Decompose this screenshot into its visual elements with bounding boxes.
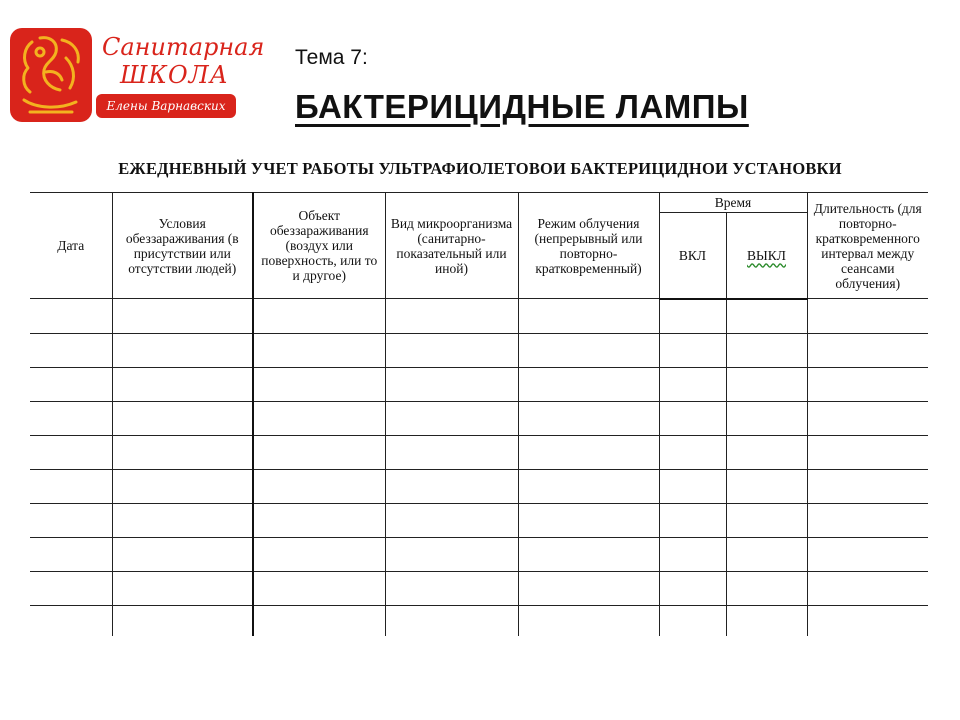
log-cell [726,435,807,469]
log-cell [659,367,726,401]
log-cell [112,299,253,334]
log-row [30,299,928,334]
log-cell [30,503,112,537]
log-cell [518,469,659,503]
log-row [30,605,928,636]
log-cell [807,605,928,636]
log-row [30,571,928,605]
log-cell [518,503,659,537]
log-cell [30,605,112,636]
col-header-microorganism: Вид микроорганизма (санитарно-показательный или иной) [385,193,518,299]
log-cell [659,401,726,435]
log-cell [726,299,807,334]
log-row [30,435,928,469]
log-cell [807,537,928,571]
log-cell [30,401,112,435]
log-cell [518,537,659,571]
log-cell [253,367,385,401]
log-cell [807,299,928,334]
log-cell [726,469,807,503]
log-cell [659,333,726,367]
log-cell [807,333,928,367]
log-cell [659,299,726,334]
log-cell [726,571,807,605]
log-cell [659,435,726,469]
log-cell [385,537,518,571]
log-cell [385,401,518,435]
log-cell [112,401,253,435]
page-title: БАКТЕРИЦИДНЫЕ ЛАМПЫ [295,88,749,125]
log-cell [385,605,518,636]
log-row [30,469,928,503]
log-cell [385,503,518,537]
uv-log-table [30,192,928,636]
log-cell [30,537,112,571]
topic-label: Тема 7: [295,46,368,69]
logo-text-line1: Санитарная [102,33,265,61]
log-cell [30,367,112,401]
log-cell [112,537,253,571]
log-cell [112,435,253,469]
log-cell [253,469,385,503]
log-cell [518,333,659,367]
log-cell [659,605,726,636]
log-cell [659,503,726,537]
log-cell [518,299,659,334]
log-cell [385,435,518,469]
log-cell [807,469,928,503]
log-cell [807,571,928,605]
col-header-time-off [726,213,807,299]
logo-author-band: Елены Варнавских [96,94,236,118]
col-header-duration: Длительность (для повторно-кратковременного интервал между сеансами облучения) [807,193,928,299]
log-cell [30,435,112,469]
log-cell [30,469,112,503]
col-header-object: Объект обеззараживания (воздух или поверхность, или то и другое) [253,193,385,299]
col-header-mode: Режим облучения (непрерывный или повторно-кратковременный) [518,193,659,299]
log-cell [518,605,659,636]
logo-text-line2: ШКОЛА [120,61,229,89]
log-cell [726,503,807,537]
log-row [30,367,928,401]
log-cell [518,367,659,401]
log-cell [253,435,385,469]
log-cell [726,537,807,571]
log-cell [385,571,518,605]
log-cell [659,469,726,503]
log-cell [253,333,385,367]
log-cell [112,503,253,537]
log-cell [385,367,518,401]
col-header-time-on: ВКЛ [659,213,726,299]
col-header-time: Время [659,193,807,213]
log-row [30,503,928,537]
log-row [30,537,928,571]
log-cell [518,571,659,605]
log-cell [726,401,807,435]
log-cell [253,537,385,571]
log-cell [253,605,385,636]
log-cell [253,401,385,435]
log-cell [253,571,385,605]
log-cell [726,605,807,636]
log-cell [385,469,518,503]
log-cell [659,537,726,571]
log-cell [253,299,385,334]
logo-emblem [10,28,92,122]
col-header-conditions: Условия обеззараживания (в присутствии или отсутствии людей) [112,193,253,299]
log-cell [385,333,518,367]
log-cell [385,299,518,334]
log-row [30,401,928,435]
journal-heading: ЕЖЕДНЕВНЫЙ УЧЕТ РАБОТЫ УЛЬТРАФИОЛЕТОВОИ БАКТЕРИЦИДНОИ УСТАНОВКИ [118,159,842,178]
log-cell [253,503,385,537]
log-cell [30,299,112,334]
log-cell [518,401,659,435]
log-cell [112,605,253,636]
col-header-time-off-text: ВЫКЛ [747,247,786,263]
log-cell [726,333,807,367]
log-cell [30,333,112,367]
school-logo [10,28,265,124]
log-cell [807,503,928,537]
col-header-date: Дата [30,193,112,299]
log-cell [726,367,807,401]
log-cell [518,435,659,469]
log-cell [112,367,253,401]
log-cell [659,571,726,605]
log-cell [112,333,253,367]
log-cell [807,401,928,435]
log-row [30,333,928,367]
log-cell [112,469,253,503]
log-cell [807,367,928,401]
log-cell [30,571,112,605]
log-cell [112,571,253,605]
log-body [30,299,928,636]
log-cell [807,435,928,469]
